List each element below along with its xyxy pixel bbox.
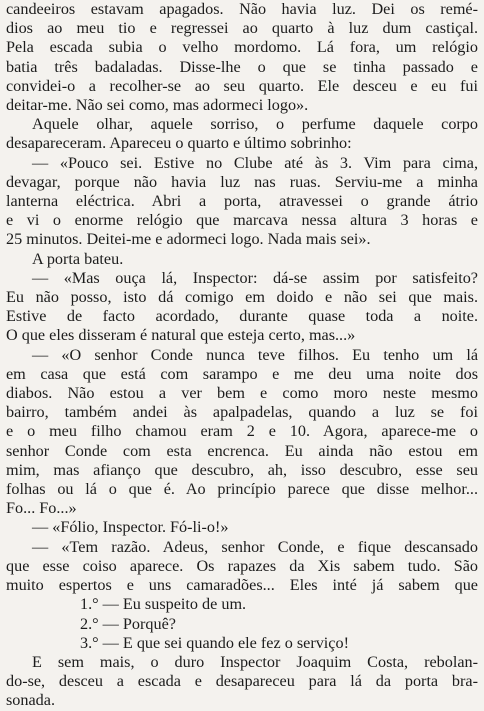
text-line: Fo... Fo...» [6,499,77,518]
list-item: 3.° — E que sei quando ele fez o serviço! [80,633,349,652]
text-line: que esse coiso aparece. Os rapazes da Xis sabem tudo. São [6,556,478,575]
text-line: — «Mas ouça lá, Inspector: dá-se assim por satisfeito? [32,268,478,287]
paragraph-7 [6,518,478,537]
list-item: 2.° — Porquê? [80,614,176,633]
text-line: — «O senhor Conde nunca teve filhos. Eu tenho um lá [32,345,478,364]
text-line: do-se, desceu a escada e desapareceu para lá da porta bra- [6,672,478,691]
text-line: muito espertos e uns camaradões... Eles inté já sabem que [6,576,478,595]
text-line: sonada. [6,691,55,710]
text-line: E sem mais, o duro Inspector Joaquim Costa, rebolan- [32,652,478,671]
paragraph-1 [6,0,478,115]
text-line: — «Fólio, Inspector. Fó-li-o!» [32,518,229,537]
text-line: — «Pouco sei. Estive no Clube até às 3. Vim para cima, [32,153,478,172]
list-item: 1.° — Eu suspeito de um. [80,595,247,614]
text-line: bairro, também andei às apalpadelas, quando a luz se foi [6,403,478,422]
paragraph-3 [6,154,478,250]
text-line: 25 minutos. Deitei-me e adormeci logo. Nada mais sei». [6,230,371,249]
text-line: lanterna eléctrica. Abri a porta, atravessei o grande átrio [6,192,478,211]
text-line: — «Tem razão. Adeus, senhor Conde, e fique descansado [32,537,478,556]
paragraph-2 [6,115,478,153]
text-line: O que eles disseram é natural que esteja certo, mas...» [6,326,356,345]
text-line: e o meu filho chamou eram 2 e 10. Agora, aparece-me o [6,422,478,441]
text-line: devagar, porque não havia luz nas ruas. Serviu-me a minha [6,172,478,191]
text-line: diabos. Não estou a ver bem e como moro neste mesmo [6,384,478,403]
text-line: convidei-o a recolher-se ao seu quarto. Ele desceu e eu fui [6,76,478,95]
text-line: A porta bateu. [32,249,124,268]
text-line: folhas ou lá o que é. Ao princípio parece que disse melhor... [6,480,478,499]
text-line: batia três badaladas. Disse-lhe o que se tinha passado e [6,57,478,76]
text-line: deitar-me. Não sei como, mas adormeci logo». [6,96,309,115]
text-line: e vi o enorme relógio que marcava nessa altura 3 horas e [6,211,478,230]
text-line: desapareceram. Apareceu o quarto e último sobrinho: [6,134,352,153]
text-line: Estive de facto acordado, durante quase toda a noite. [6,307,478,326]
text-line: mim, mas afianço que descubro, ah, isso descubro, esse seu [6,460,478,479]
text-line: dios ao meu tio e regressei ao quarto à luz dum castiçal. [6,19,478,38]
text-line: candeeiros estavam apagados. Não havia luz. Dei os remé- [6,0,478,18]
paragraph-5 [6,269,478,346]
text-line: Aquele olhar, aquele sorriso, o perfume daquele corpo [32,115,478,134]
paragraph-4 [6,250,478,269]
text-line: Pela escada subia o velho mordomo. Lá fora, um relógio [6,38,478,57]
text-line: senhor Conde com esta encrenca. Eu ainda não estou em [6,441,478,460]
paragraph-6 [6,346,478,519]
text-line: Eu não posso, isto dá comigo em doido e não sei que mais. [6,288,478,307]
closing-paragraph [6,653,478,711]
text-line: em casa que está com sarampo e me deu uma noite dos [6,364,478,383]
numbered-list [6,595,478,653]
paragraph-8 [6,538,478,596]
